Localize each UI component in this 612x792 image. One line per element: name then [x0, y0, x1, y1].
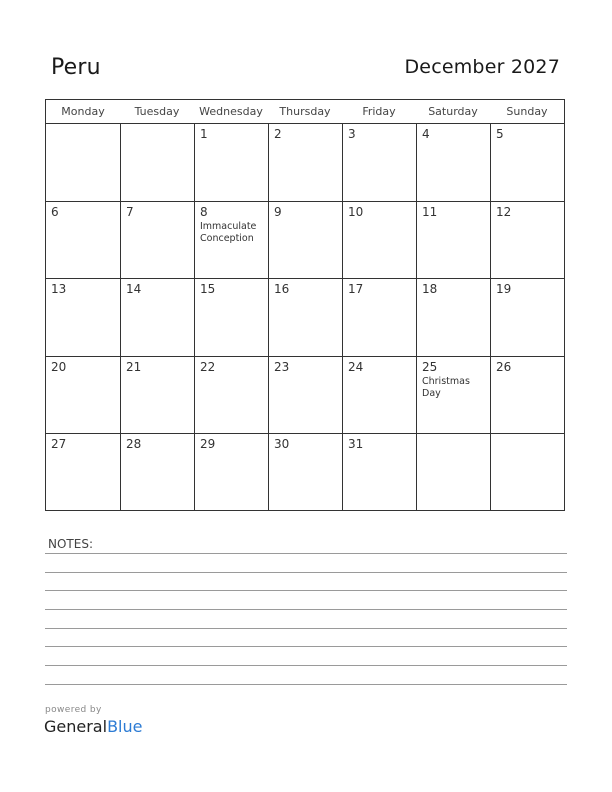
day-number: 30: [274, 436, 290, 451]
day-cell: [194, 124, 268, 201]
brand-name-part2: Blue: [107, 717, 143, 736]
day-number: 12: [496, 205, 512, 220]
day-cell: [342, 202, 416, 278]
weekday-header: Sunday: [506, 105, 548, 118]
day-cell: [342, 124, 416, 201]
calendar-weeks: [46, 124, 564, 510]
weekday-header: Saturday: [428, 105, 478, 118]
day-number: 4: [422, 127, 430, 141]
day-number: 17: [348, 282, 364, 297]
brand-logo: [44, 717, 142, 736]
weekday-header: Thursday: [279, 105, 331, 118]
day-number: 31: [348, 436, 364, 451]
day-number: 2: [274, 127, 282, 141]
day-number: 29: [200, 436, 216, 451]
day-cell: [194, 279, 268, 355]
day-cell: [490, 124, 564, 201]
day-number: 11: [422, 205, 438, 220]
weekday-header: Wednesday: [199, 105, 263, 118]
day-cell: [268, 279, 342, 355]
notes-line: [45, 553, 567, 554]
day-cell: [268, 202, 342, 278]
day-number: 10: [348, 205, 364, 220]
day-cell: [268, 434, 342, 510]
calendar-week-row: [46, 124, 564, 201]
weekday-header: Monday: [61, 105, 105, 118]
notes-label: NOTES:: [48, 537, 93, 551]
day-number: 8: [200, 205, 208, 220]
powered-by-text: powered by: [45, 705, 102, 715]
calendar-week-row: [46, 278, 564, 355]
day-cell: [490, 357, 564, 433]
calendar-week-row: [46, 201, 564, 278]
day-number: 25: [422, 359, 438, 374]
calendar-week-row: [46, 433, 564, 510]
weekday-header-row: [46, 100, 564, 124]
day-cell: [342, 279, 416, 355]
day-cell: [490, 202, 564, 278]
day-cell: [194, 357, 268, 433]
notes-line: [45, 628, 567, 629]
day-cell: [120, 124, 194, 201]
day-number: 15: [200, 282, 216, 297]
day-number: 1: [200, 127, 208, 141]
day-cell: [342, 434, 416, 510]
day-cell: [120, 202, 194, 278]
day-number: 26: [496, 359, 512, 374]
day-number: 23: [274, 359, 290, 374]
day-cell: [416, 124, 490, 201]
day-cell: [120, 357, 194, 433]
notes-line: [45, 646, 567, 647]
day-number: 9: [274, 205, 282, 220]
notes-line: [45, 590, 567, 591]
day-number: 16: [274, 282, 290, 297]
day-cell: [46, 202, 120, 278]
day-cell: [120, 279, 194, 355]
notes-line: [45, 684, 567, 685]
day-cell: [120, 434, 194, 510]
day-number: 3: [348, 127, 356, 141]
day-number: 27: [51, 436, 67, 451]
day-cell: [268, 357, 342, 433]
day-cell: [416, 279, 490, 355]
day-cell: [342, 357, 416, 433]
notes-line: [45, 572, 567, 573]
day-number: 18: [422, 282, 438, 297]
day-number: 7: [126, 205, 134, 220]
weekday-header: Tuesday: [134, 105, 180, 118]
day-cell: [194, 202, 268, 278]
day-number: 19: [496, 282, 512, 297]
day-cell: [194, 434, 268, 510]
day-cell: [268, 124, 342, 201]
calendar-grid: [45, 99, 565, 511]
day-number: 13: [51, 282, 67, 297]
day-number: 5: [496, 127, 504, 141]
month-year-title: December 2027: [404, 56, 560, 78]
day-number: 20: [51, 359, 67, 374]
day-cell: [46, 124, 120, 201]
day-number: 28: [126, 436, 142, 451]
day-number: 21: [126, 359, 142, 374]
calendar-week-row: [46, 356, 564, 433]
day-cell: [46, 434, 120, 510]
country-title: Peru: [51, 55, 101, 80]
day-cell: [416, 434, 490, 510]
holiday-label: Immaculate Conception: [200, 221, 257, 245]
notes-line: [45, 665, 567, 666]
holiday-label: Christmas Day: [422, 375, 470, 399]
brand-name-part1: General: [44, 717, 108, 736]
day-number: 6: [51, 205, 59, 220]
day-number: 14: [126, 282, 142, 297]
notes-line: [45, 609, 567, 610]
day-cell: [416, 357, 490, 433]
day-number: 24: [348, 359, 364, 374]
day-cell: [416, 202, 490, 278]
day-cell: [46, 279, 120, 355]
day-cell: [490, 279, 564, 355]
day-number: 22: [200, 359, 216, 374]
day-cell: [490, 434, 564, 510]
day-cell: [46, 357, 120, 433]
weekday-header: Friday: [362, 105, 396, 118]
